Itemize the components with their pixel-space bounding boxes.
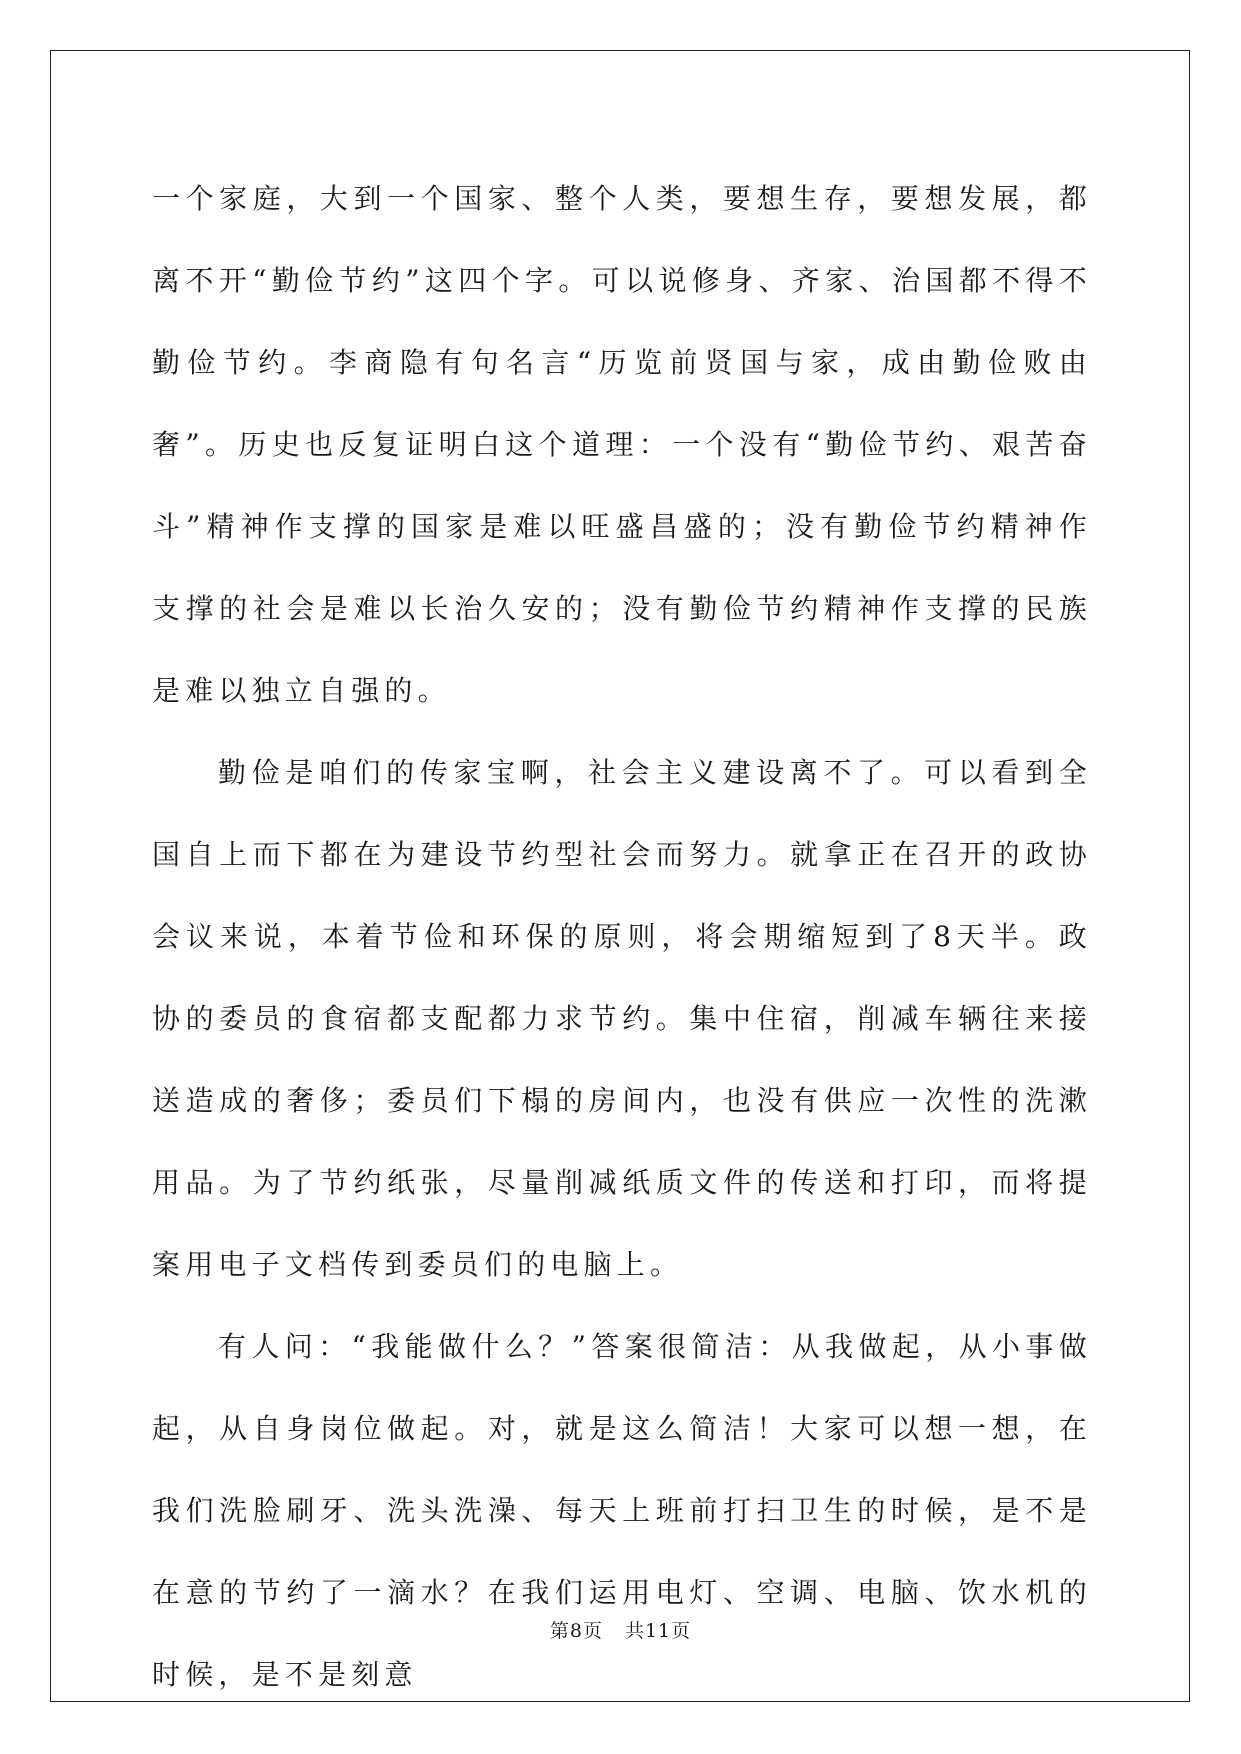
page-number: 第8页 (549, 1620, 603, 1642)
page-total: 共11页 (624, 1620, 692, 1642)
page-footer (0, 1616, 1241, 1643)
document-body (152, 158, 1092, 1716)
paragraph-3: 有人问：“我能做什么？”答案很简洁：从我做起，从小事做起，从自身岗位做起。对，就是这么简洁！大家可以想一想，在我们洗脸刷牙、洗头洗澡、每天上班前打扫卫生的时候，是不是在意的节约了一滴水？在我们运用电灯、空调、电脑、饮水机的时候，是不是刻意 (152, 1330, 1092, 1691)
paragraph-1: 一个家庭，大到一个国家、整个人类，要想生存，要想发展，都离不开“勤俭节约”这四个字。可以说修身、齐家、治国都不得不勤俭节约。李商隐有句名言“历览前贤国与家，成由勤俭败由奢”。历史也反复证明白这个道理：一个没有“勤俭节约、艰苦奋斗”精神作支撑的国家是难以旺盛昌盛的；没有勤俭节约精神作支撑的社会是难以长治久安的；没有勤俭节约精神作支撑的民族是难以独立自强的。 (152, 182, 1092, 707)
paragraph-2: 勤俭是咱们的传家宝啊，社会主义建设离不了。可以看到全国自上而下都在为建设节约型社会而努力。就拿正在召开的政协会议来说，本着节俭和环保的原则，将会期缩短到了8天半。政协的委员的食宿都支配都力求节约。集中住宿，削减车辆往来接送造成的奢侈；委员们下榻的房间内，也没有供应一次性的洗漱用品。为了节约纸张，尽量削减纸质文件的传送和打印，而将提案用电子文档传到委员们的电脑上。 (152, 756, 1092, 1281)
